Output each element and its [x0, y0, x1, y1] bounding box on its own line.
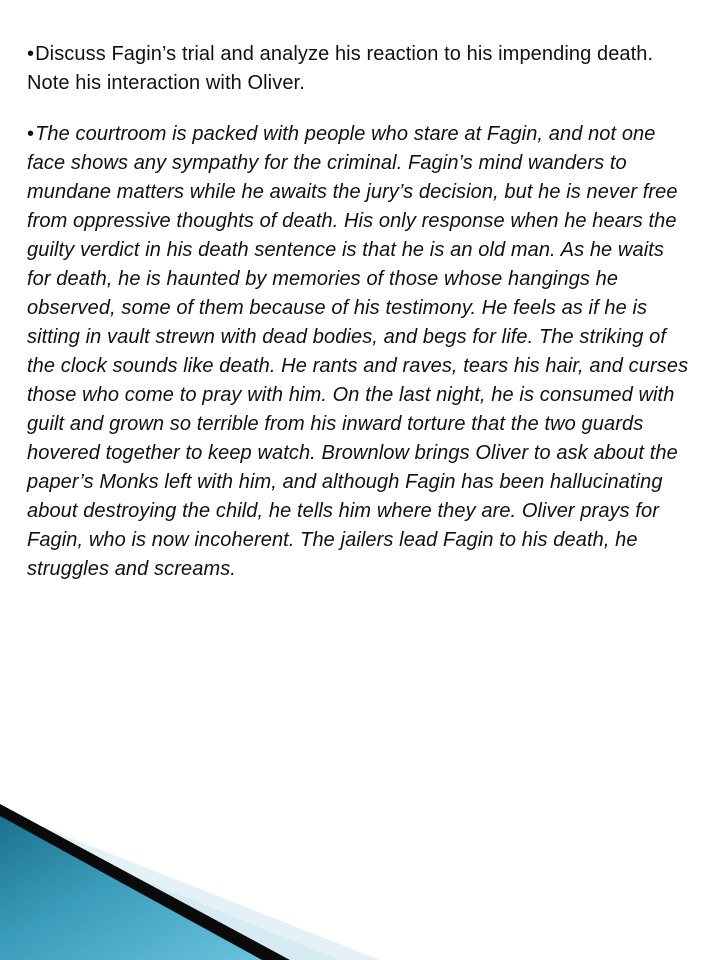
pale-blue-band: [0, 812, 370, 960]
question-text: Discuss Fagin’s trial and analyze his reaction to his impending death. Note his interaction with Oliver.: [27, 43, 654, 94]
pale-blue-band-upper: [0, 818, 380, 960]
bullet-symbol: •: [27, 123, 35, 145]
bullet-symbol: •: [27, 43, 35, 65]
answer-bullet: [27, 120, 693, 584]
answer-text: The courtroom is packed with people who stare at Fagin, and not one face shows any sympathy for the criminal. Fagin’s mind wanders to mundane matters while he awaits the jury’s decision, but he is never free from oppressive thoughts of death. His only response when he hears the guilty verdict in his death sentence is that he is an old man. As he waits for death, he is haunted by memories of those whose hangings he observed, some of them because of his testimony. He feels as if he is sitting in vault strewn with dead bodies, and begs for life. The striking of the clock sounds like death. He rants and raves, tears his hair, and curses those who come to pray with him. On the last night, he is consumed with guilt and grown so terrible from his inward torture that the two guards hovered together to keep watch. Brownlow brings Oliver to ask about the paper’s Monks left with him, and although Fagin has been hallucinating about destroying the child, he tells him where they are. Oliver prays for Fagin, who is now incoherent. The jailers lead Fagin to his death, he struggles and screams.: [27, 123, 689, 580]
black-stripe: [0, 804, 290, 960]
slide-content: [27, 40, 693, 606]
teal-wedge: [0, 808, 265, 960]
question-bullet: [27, 40, 693, 98]
